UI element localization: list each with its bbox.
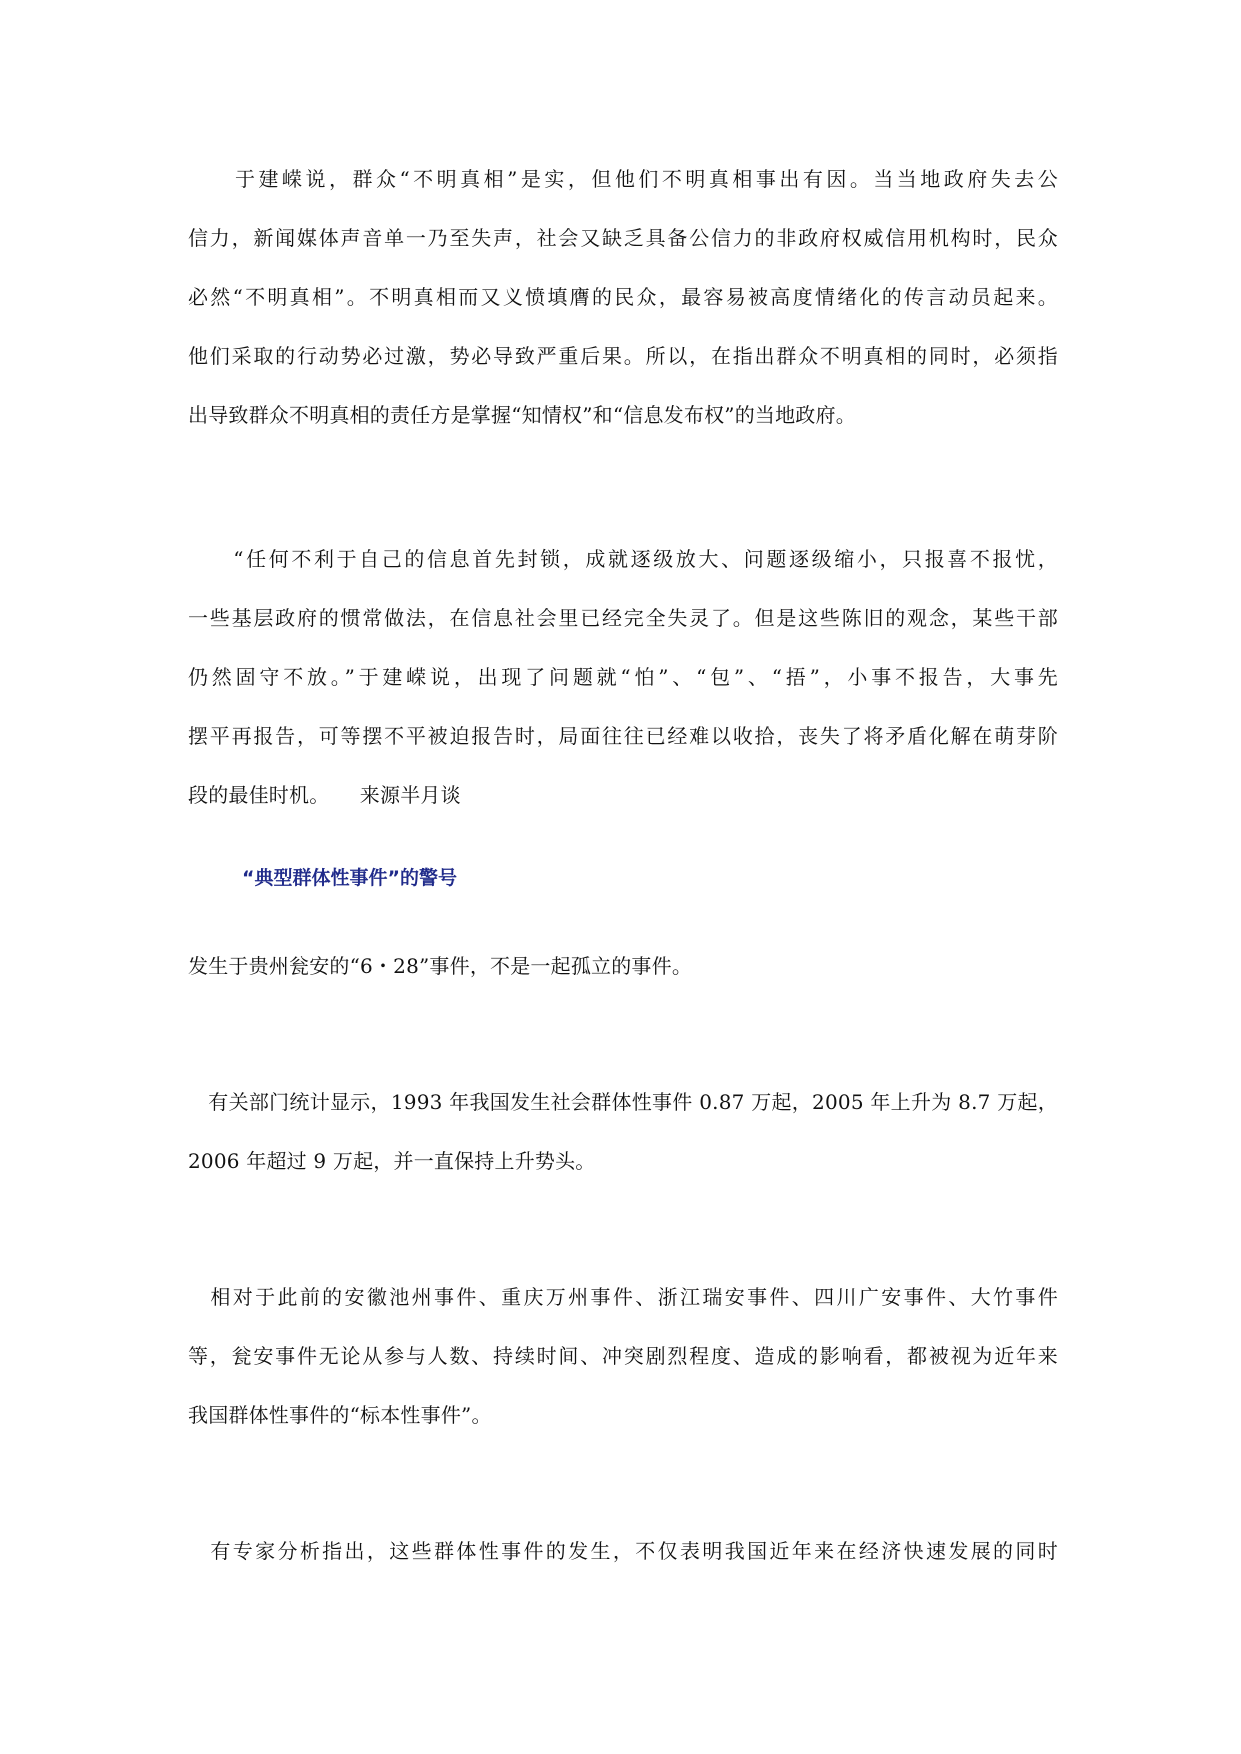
paragraph-1-line-3: 必然“不明真相”。不明真相而又义愤填膺的民众，最容易被高度情绪化的传言动员起来。: [188, 285, 1058, 309]
paragraph-2-line-3: 仍然固守不放。”于建嵘说，出现了问题就“怕”、“包”、“捂”，小事不报告，大事先: [188, 665, 1058, 689]
paragraph-3-line-1: 发生于贵州瓮安的“6・28”事件，不是一起孤立的事件。: [188, 954, 693, 978]
paragraph-1-line-5: 出导致群众不明真相的责任方是掌握“知情权”和“信息发布权”的当地政府。: [188, 403, 856, 427]
paragraph-6-line-1: 有专家分析指出，这些群体性事件的发生，不仅表明我国近年来在经济快速发展的同时: [188, 1539, 1058, 1563]
paragraph-1-line-4: 他们采取的行动势必过激，势必导致严重后果。所以，在指出群众不明真相的同时，必须指: [188, 344, 1058, 368]
paragraph-2-line-5: 段的最佳时机。 来源半月谈: [188, 783, 461, 807]
paragraph-2-line-1: “任何不利于自己的信息首先封锁，成就逐级放大、问题逐级缩小，只报喜不报忧，: [188, 547, 1058, 571]
paragraph-4-line-2: 2006 年超过 9 万起，并一直保持上升势头。: [188, 1149, 596, 1173]
paragraph-5-line-3: 我国群体性事件的“标本性事件”。: [188, 1403, 492, 1427]
section-heading: “典型群体性事件”的警号: [242, 867, 457, 889]
paragraph-1-line-2: 信力，新闻媒体声音单一乃至失声，社会又缺乏具备公信力的非政府权威信用机构时，民众: [188, 226, 1058, 250]
paragraph-5-line-2: 等，瓮安事件无论从参与人数、持续时间、冲突剧烈程度、造成的影响看，都被视为近年来: [188, 1344, 1058, 1368]
paragraph-2-line-4: 摆平再报告，可等摆不平被迫报告时，局面往往已经难以收拾，丧失了将矛盾化解在萌芽阶: [188, 724, 1058, 748]
paragraph-2-line-2: 一些基层政府的惯常做法，在信息社会里已经完全失灵了。但是这些陈旧的观念，某些干部: [188, 606, 1058, 630]
paragraph-1-line-1: 于建嵘说，群众“不明真相”是实，但他们不明真相事出有因。当当地政府失去公: [188, 167, 1058, 191]
paragraph-4-line-1: 有关部门统计显示，1993 年我国发生社会群体性事件 0.87 万起，2005 年上升为 8.7 万起，: [188, 1090, 1058, 1114]
paragraph-5-line-1: 相对于此前的安徽池州事件、重庆万州事件、浙江瑞安事件、四川广安事件、大竹事件: [188, 1285, 1058, 1309]
